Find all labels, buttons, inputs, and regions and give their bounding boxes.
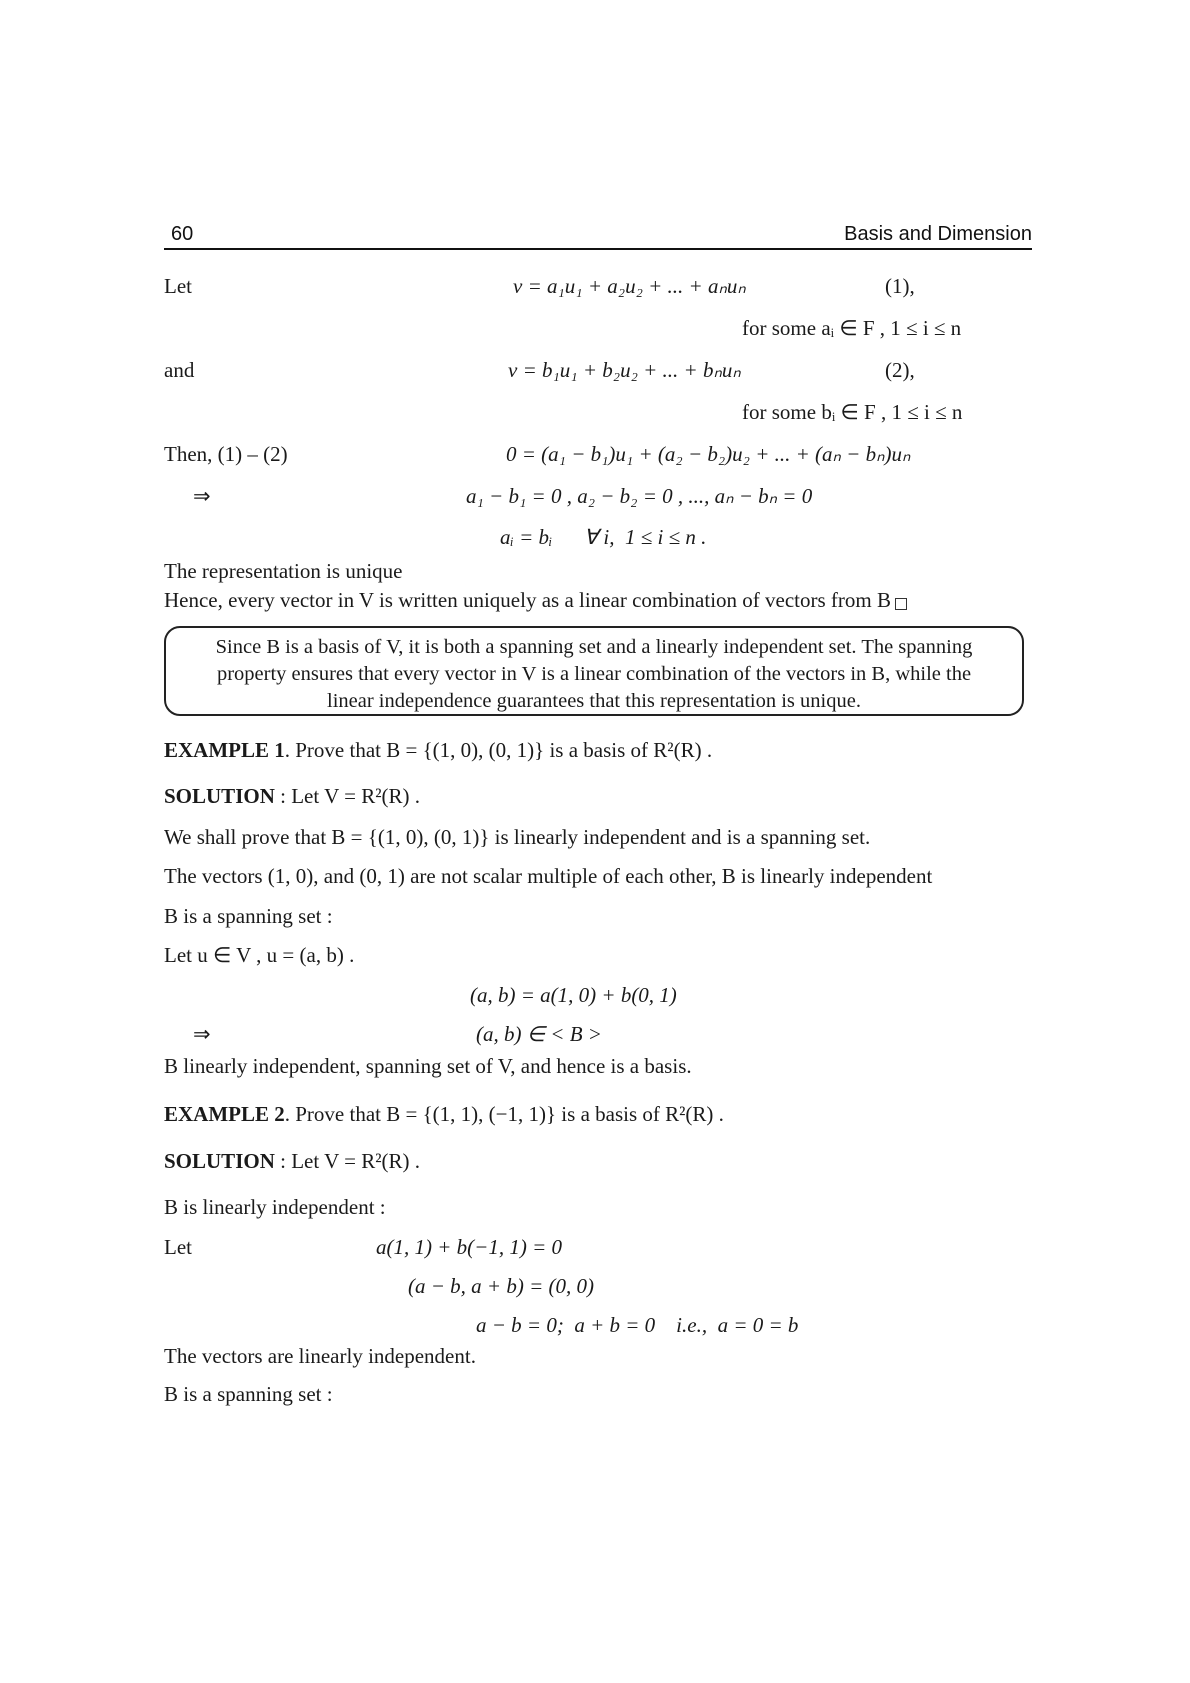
example-2-equation-3: a − b = 0; a + b = 0 i.e., a = 0 = b [476,1313,799,1337]
qed-square-icon [895,598,907,610]
example-2-solution-label: SOLUTION [164,1149,275,1173]
equation-2: v = b₁u₁ + b₂u₂ + ... + bₙuₙ [508,358,741,382]
equation-1-tag: (1), [885,274,915,298]
note-line-2: property ensures that every vector in V is a linear combination of the vectors in B, while the [216,663,972,685]
example-2-equation-1: a(1, 1) + b(−1, 1) = 0 [376,1235,562,1259]
example-2-equation-2: (a − b, a + b) = (0, 0) [408,1274,594,1298]
example-1-statement: . Prove that B = {(1, 0), (0, 1)} is a basis of R²(R) . [284,738,713,762]
equation-2-condition: for some bᵢ ∈ F , 1 ≤ i ≤ n [742,400,963,424]
example-2-label: EXAMPLE 2 [164,1102,285,1126]
example-1-conclusion: B linearly independent, spanning set of V, and hence is a basis. [164,1054,692,1078]
page-number: 60 [171,223,194,245]
example-2-statement: . Prove that B = {(1, 1), (−1, 1)} is a basis of R²(R) . [284,1102,724,1126]
example-1-solution-text: : Let V = R²(R) . [274,784,420,808]
equation-1-condition: for some aᵢ ∈ F , 1 ≤ i ≤ n [742,316,962,340]
example-1-line-2: The vectors (1, 0), and (0, 1) are not scalar multiple of each other, B is linearly independent [164,864,933,888]
note-line-3: linear independence guarantees that this representation is unique. [327,690,861,712]
example-1-line-1: We shall prove that B = {(1, 0), (0, 1)} is linearly independent and is a spanning set. [164,825,871,849]
note-box [164,626,1024,716]
note-line-1: Since B is a basis of V, it is both a spanning set and a linearly independent set. The spanning [215,636,973,658]
then-label: Then, (1) – (2) [164,442,288,466]
example-1-implies: ⇒ [193,1022,211,1046]
example-1-label: EXAMPLE 1 [164,738,285,762]
example-2-solution [164,1151,420,1172]
example-1-equation-2: (a, b) ∈ < B > [476,1022,602,1046]
and-label: and [164,358,195,382]
example-2-line-2: The vectors are linearly independent. [164,1344,476,1368]
example-2-let-label: Let [164,1235,192,1259]
example-1-solution [164,786,420,807]
hence-text: Hence, every vector in V is written uniquely as a linear combination of vectors from B [164,588,892,612]
equation-5: aᵢ = bᵢ ∀ i, 1 ≤ i ≤ n . [500,525,707,549]
example-2-line-1: B is linearly independent : [164,1195,386,1219]
example-2-heading [164,1104,724,1125]
unique-line: The representation is unique [164,559,403,583]
let-label: Let [164,274,192,298]
example-1-line-3: B is a spanning set : [164,904,333,928]
hence-line [164,590,907,611]
example-1-heading [164,740,712,761]
example-2-solution-text: : Let V = R²(R) . [274,1149,420,1173]
equation-2-tag: (2), [885,358,915,382]
equation-4: a₁ − b₁ = 0 , a₂ − b₂ = 0 , ..., aₙ − bₙ = 0 [466,484,813,508]
example-1-equation-1: (a, b) = a(1, 0) + b(0, 1) [470,983,677,1007]
example-1-line-4: Let u ∈ V , u = (a, b) . [164,943,355,967]
implies-symbol: ⇒ [193,484,211,508]
equation-3: 0 = (a₁ − b₁)u₁ + (a₂ − b₂)u₂ + ... + (aₙ − bₙ)uₙ [506,442,911,466]
equation-1: v = a₁u₁ + a₂u₂ + ... + aₙuₙ [513,274,746,298]
chapter-title: Basis and Dimension [844,223,1032,245]
example-1-solution-label: SOLUTION [164,784,275,808]
header-rule [164,248,1032,250]
example-2-line-3: B is a spanning set : [164,1382,333,1406]
